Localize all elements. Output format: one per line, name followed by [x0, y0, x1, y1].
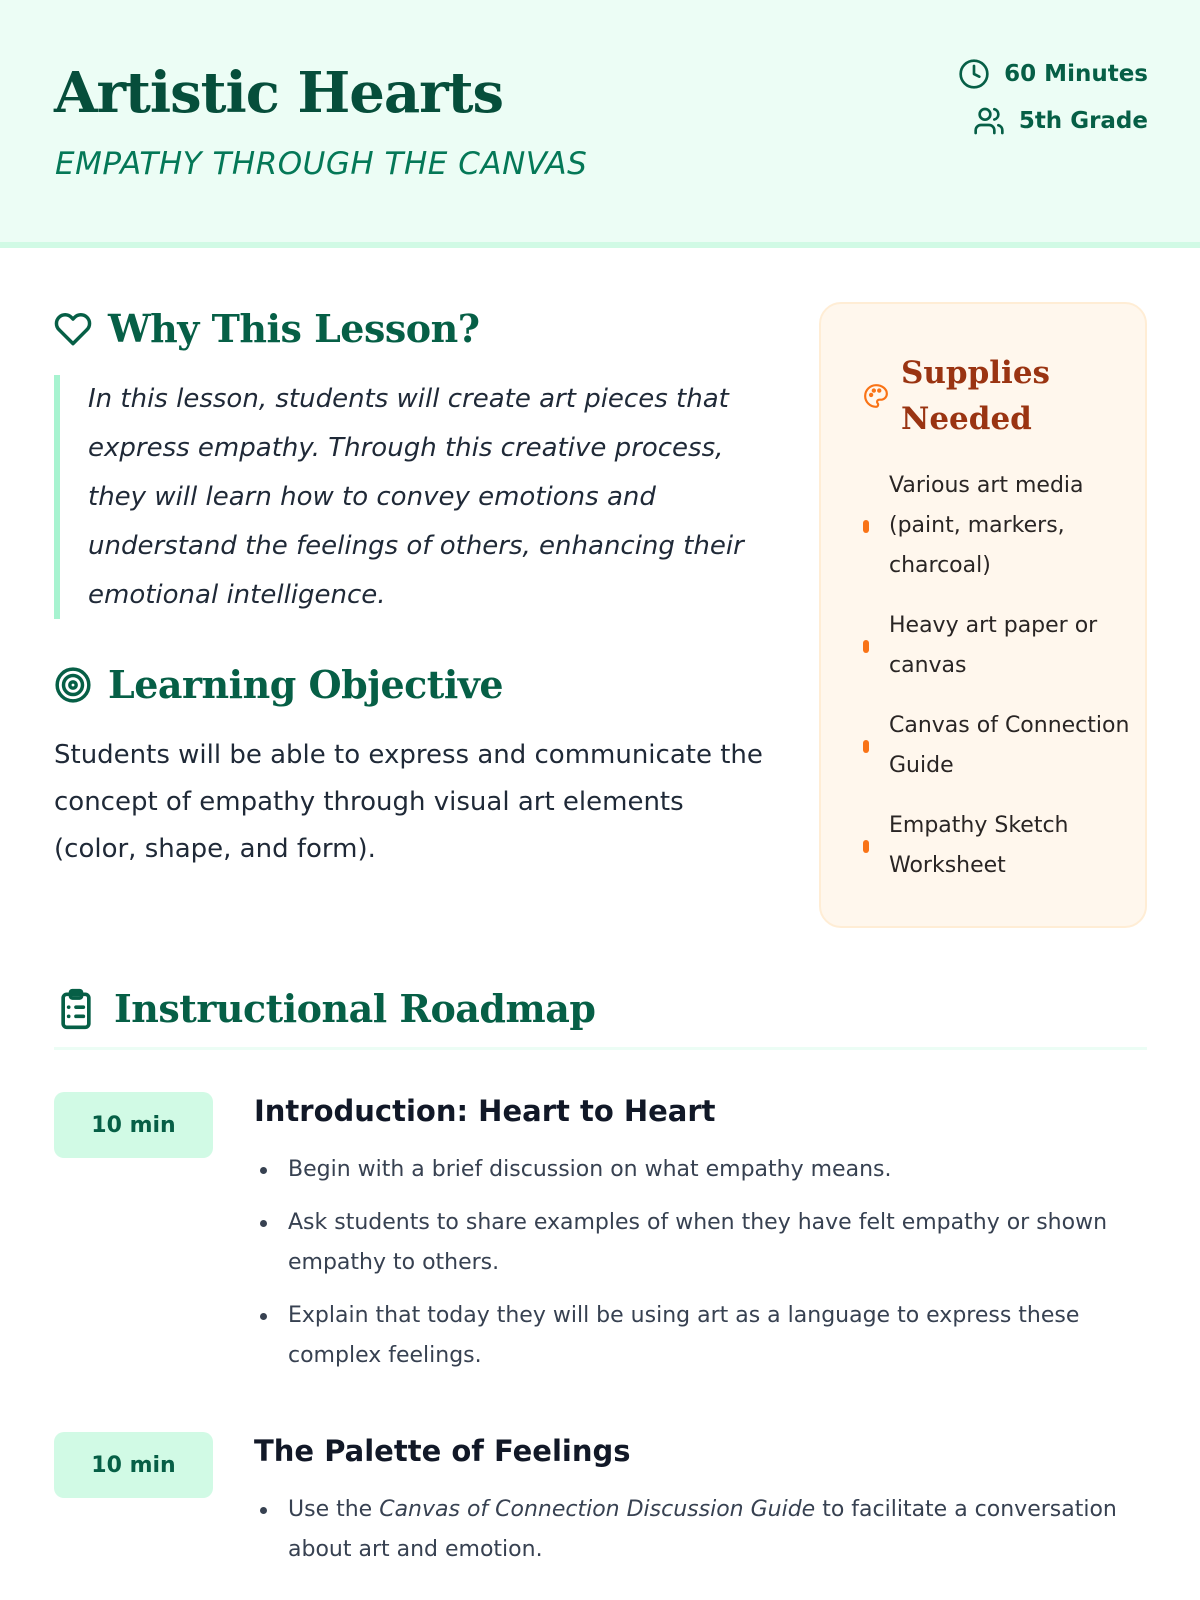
roadmap-step	[54, 1432, 1147, 1600]
step-list	[254, 1150, 1147, 1389]
supply-text: Heavy art paper or canvas	[889, 613, 1098, 678]
heart-icon	[54, 310, 92, 348]
point-suffix: to facilitate a conversation about art and emotion.	[288, 1497, 1117, 1562]
supply-list	[863, 466, 1133, 906]
bullet-marker	[863, 840, 869, 853]
duration-text: 60 Minutes	[1004, 61, 1148, 87]
grade-text: 5th Grade	[1018, 108, 1148, 134]
palette-icon	[863, 383, 889, 409]
list-item: Ask students to share examples of when they have felt empathy or shown empathy to others.	[254, 1203, 1147, 1283]
list-item	[254, 1490, 1147, 1570]
target-icon	[54, 666, 92, 704]
bullet-marker	[863, 640, 869, 653]
roadmap-section-heading	[54, 986, 595, 1031]
supplies-card	[819, 302, 1147, 928]
users-icon	[973, 105, 1005, 137]
supply-item	[863, 466, 1133, 586]
clock-icon	[958, 58, 990, 90]
supply-item	[863, 706, 1133, 786]
roadmap-divider	[54, 1047, 1147, 1050]
lesson-meta	[958, 56, 1148, 150]
objective-section-heading	[54, 662, 503, 707]
lesson-title: Artistic Hearts	[54, 60, 504, 126]
supply-text: Canvas of Connection Guide	[889, 713, 1130, 778]
supply-item	[863, 606, 1133, 686]
point-prefix: Use the	[288, 1497, 380, 1522]
objective-text: Students will be able to express and communicate the concept of empathy through visual art elements (color, shape, and form).	[54, 740, 763, 864]
bullet-marker	[863, 520, 869, 533]
why-quote: In this lesson, students will create art pieces that express empathy. Through this creative process, they will learn how to convey emotions and understand the feelings of others, enhancing their emotional intelligence.	[54, 375, 764, 619]
guide-title: Canvas of Connection Discussion Guide	[379, 1497, 816, 1522]
grade-meta	[958, 103, 1148, 139]
roadmap-heading: Instructional Roadmap	[114, 986, 596, 1031]
objective-heading: Learning Objective	[108, 662, 504, 707]
bullet-marker	[863, 740, 869, 753]
why-heading: Why This Lesson?	[108, 306, 480, 351]
supply-text: Various art media (paint, markers, charcoal)	[889, 473, 1084, 578]
step-title: Introduction: Heart to Heart	[254, 1094, 716, 1128]
supplies-heading-row	[863, 350, 1071, 442]
supply-item	[863, 806, 1133, 886]
duration-meta	[958, 56, 1148, 92]
time-badge: 10 min	[54, 1092, 213, 1158]
why-section-heading	[54, 306, 480, 351]
roadmap-step	[54, 1092, 1147, 1392]
lesson-subtitle: EMPATHY THROUGH THE CANVAS	[55, 146, 588, 182]
supply-text: Empathy Sketch Worksheet	[889, 813, 1069, 878]
clipboard-icon	[54, 987, 98, 1031]
lesson-header	[0, 0, 1200, 248]
time-badge: 10 min	[54, 1432, 213, 1498]
step-title: The Palette of Feelings	[254, 1434, 631, 1468]
list-item: Begin with a brief discussion on what empathy means.	[254, 1150, 1147, 1190]
supplies-heading: Supplies Needed	[901, 355, 1051, 437]
list-item: Explain that today they will be using art as a language to express these complex feelings.	[254, 1296, 1147, 1376]
step-list	[254, 1490, 1147, 1583]
